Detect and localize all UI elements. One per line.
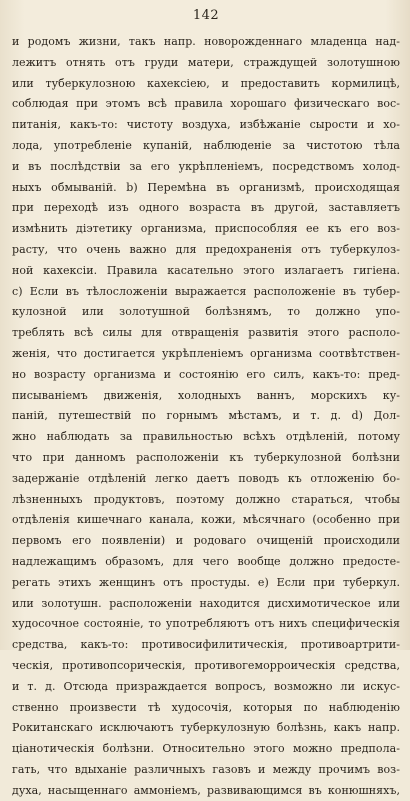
text-line: ціанотическія болѣзни. Относительно этого можно предпола- xyxy=(12,742,400,756)
text-line: соблюдая при этомъ всѣ правила хорошаго физическаго вос- xyxy=(12,97,400,111)
text-line: ственно произвести тѣ худосочія, которыя по наблюденію xyxy=(12,700,400,714)
text-line: при переходѣ изъ одного возраста въ другой, заставляетъ xyxy=(12,201,400,215)
text-line: надлежащимъ образомъ, для чего вообще должно предосте- xyxy=(12,554,400,568)
text-line: женія, что достигается укрѣпленіемъ организма соотвѣтствен- xyxy=(12,346,400,360)
text-line: худосочное состояніе, то употребляютъ отъ нихъ специфическія xyxy=(12,617,400,631)
text-line: и въ послѣдствіи за его укрѣпленіемъ, посредствомъ холод- xyxy=(12,159,400,173)
text-line: или золотушн. расположеніи находится дисхимотическое или xyxy=(12,596,400,610)
text-line: первомъ его появленіи) и родоваго очищеній происходили xyxy=(12,534,400,548)
text-line: духа, насыщеннаго аммоніемъ, развивающимся въ конюшняхъ, xyxy=(12,783,400,797)
text-line: гать, что вдыханіе различныхъ газовъ и между прочимъ воз- xyxy=(12,762,400,776)
text-line: отдѣленія кишечнаго канала, кожи, мѣсячнаго (особенно при xyxy=(12,513,400,527)
text-line: ческія, противопсорическія, противогеморроическія средства, xyxy=(12,658,400,672)
text-line: Рокитанскаго исключаютъ туберкулозную болѣзнь, какъ напр. xyxy=(12,721,400,735)
page-number: 142 xyxy=(192,8,220,23)
text-line: кулозной или золотушной болѣзнямъ, то должно упо- xyxy=(12,305,400,319)
text-line: лежитъ отнять отъ груди матери, страждущей золотушною xyxy=(12,55,400,69)
text-line: измѣнить діэтетику организма, приспособляя ее къ его воз- xyxy=(12,222,400,236)
text-line: но возрасту организма и состоянію его силъ, какъ-то: пред- xyxy=(12,367,400,381)
text-line: лода, употребленіе купаній, наблюденіе за чистотою тѣла xyxy=(12,138,400,152)
text-line: лѣзненныхъ продуктовъ, поэтому должно стараться, чтобы xyxy=(12,492,400,506)
text-line: питанія, какъ-то: чистоту воздуха, избѣжаніе сырости и хо- xyxy=(12,118,400,132)
text-line: и т. д. Отсюда призраждается вопросъ, возможно ли искус- xyxy=(12,679,400,693)
text-line: средства, какъ-то: противосифилитическія, противоартрити- xyxy=(12,638,400,652)
text-line: паній, путешествій по горнымъ мѣстамъ, и т. д. d) Дол- xyxy=(12,409,400,423)
text-line: задержаніе отдѣленій легко даетъ поводъ къ отложенію бо- xyxy=(12,471,400,485)
text-line: ной кахексіи. Правила касательно этого излагаетъ гигіена. xyxy=(12,263,400,277)
text-line: регать этихъ женщинъ отъ простуды. e) Если при туберкул. xyxy=(12,575,400,589)
text-line: расту, что очень важно для предохраненія отъ туберкулоз- xyxy=(12,242,400,256)
text-line: что при данномъ расположеніи къ туберкулозной болѣзни xyxy=(12,450,400,464)
text-line: ныхъ обмываній. b) Перемѣна въ организмѣ, происходящая xyxy=(12,180,400,194)
text-line: треблять всѣ силы для отвращенія развитія этого располо- xyxy=(12,326,400,340)
text-line: и родомъ жизни, такъ напр. новорожденнаго младенца над- xyxy=(12,35,400,48)
text-line: или туберкулозною кахексіею, и предоставить кормилицѣ, xyxy=(12,76,400,90)
page-body-text xyxy=(12,32,400,801)
text-line: писываніемъ движенія, холодныхъ ваннъ, морскихъ ку- xyxy=(12,388,400,402)
text-line: c) Если въ тѣлосложеніи выражается расположеніе въ тубер- xyxy=(12,284,400,298)
text-line: жно наблюдать за правильностью всѣхъ отдѣленій, потому xyxy=(12,430,400,444)
